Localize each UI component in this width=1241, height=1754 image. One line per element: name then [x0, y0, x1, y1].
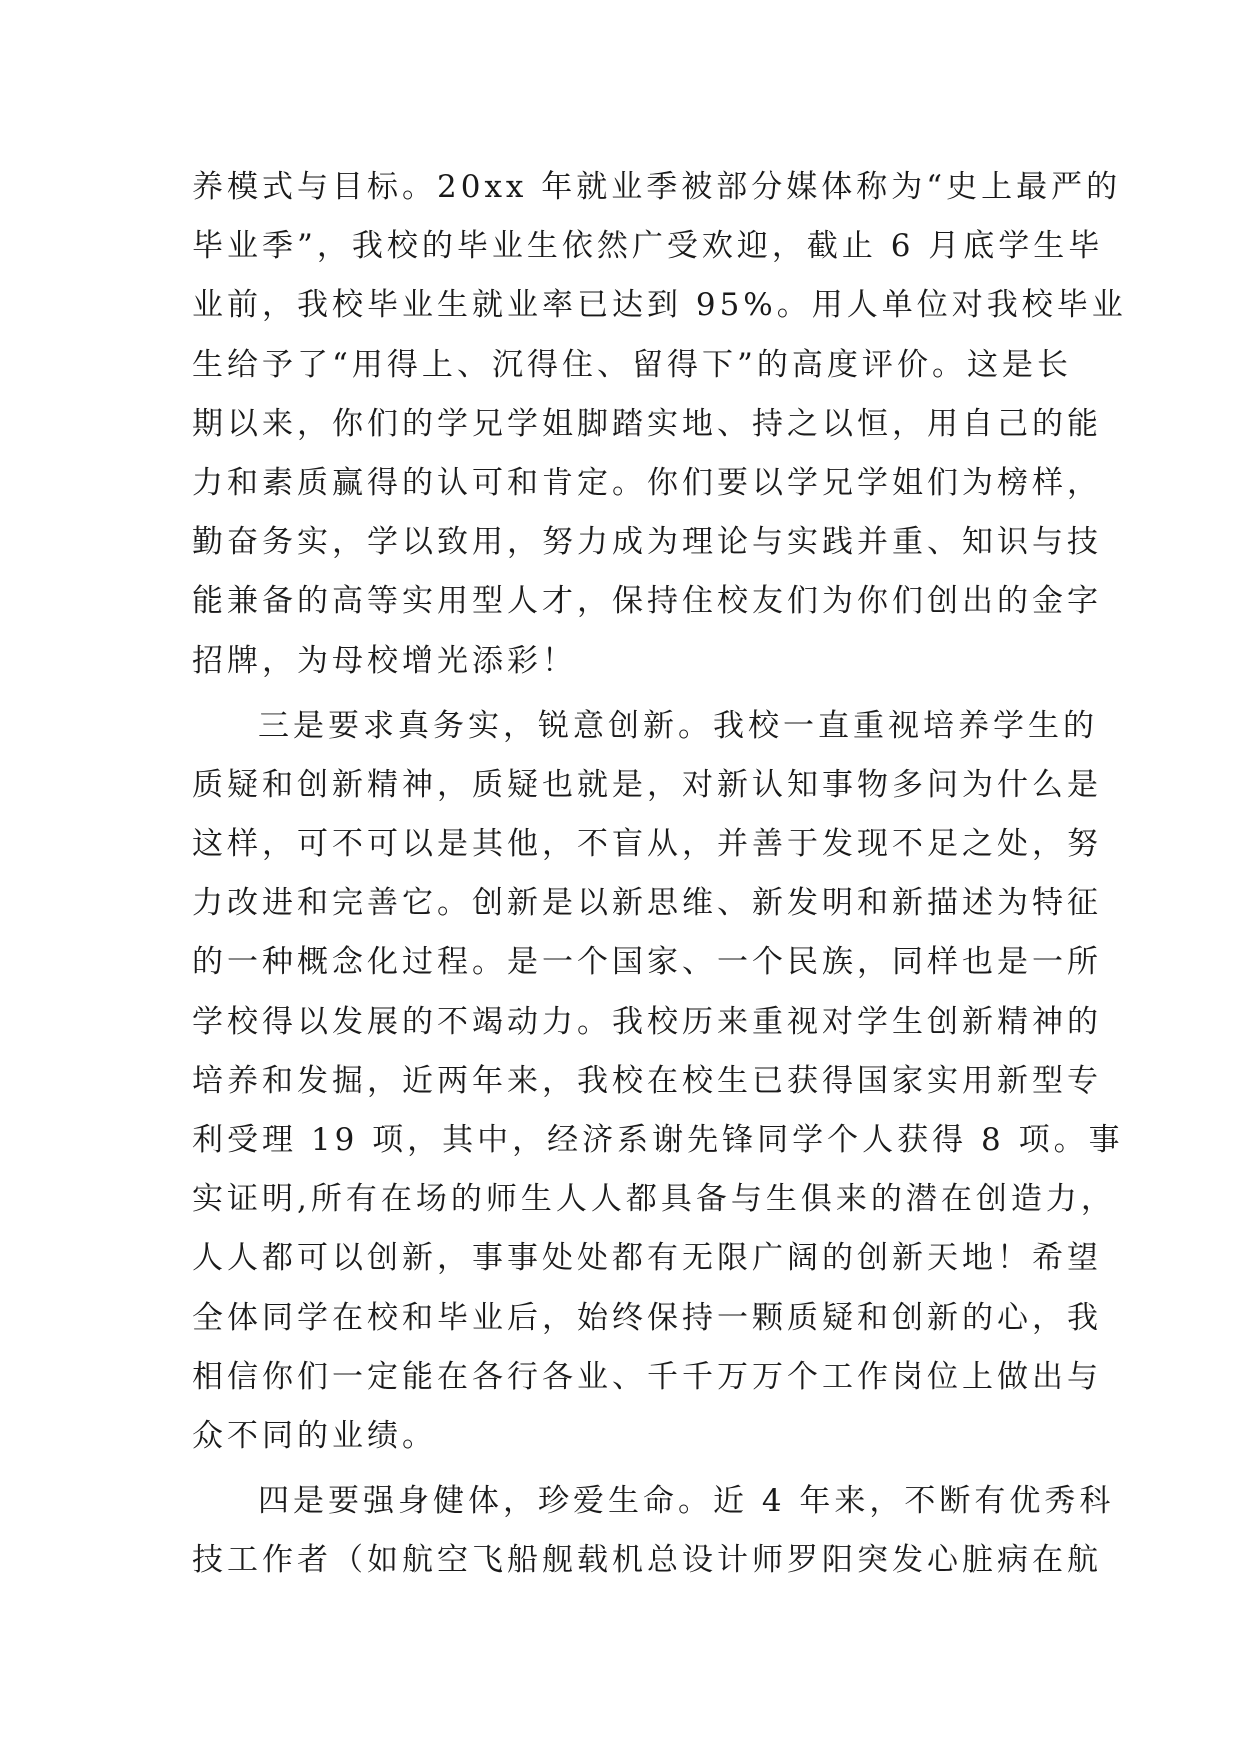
paragraph-1 [192, 158, 1127, 691]
text-line: 人人都可以创新，事事处处都有无限广阔的创新天地！希望 [192, 1240, 1102, 1277]
text-line: 利受理 19 项，其中，经济系谢先锋同学个人获得 8 项。事 [192, 1122, 1124, 1158]
paragraph-3 [192, 1472, 1115, 1590]
text-line: 质疑和创新精神，质疑也就是，对新认知事物多问为什么是 [192, 766, 1102, 803]
text-line: 勤奋务实，学以致用，努力成为理论与实践并重、知识与技 [192, 524, 1102, 561]
text-line: 技工作者（如航空飞船舰载机总设计师罗阳突发心脏病在航 [192, 1542, 1102, 1579]
text-line: 业前，我校毕业生就业率已达到 95%。用人单位对我校毕业 [192, 287, 1127, 324]
text-line: 相信你们一定能在各行各业、千千万万个工作岗位上做出与 [192, 1358, 1102, 1395]
text-line: 实证明,所有在场的师生人人都具备与生俱来的潜在创造力， [192, 1181, 1116, 1218]
body-text [192, 158, 1127, 1591]
text-line: 这样，可不可以是其他，不盲从，并善于发现不足之处，努 [192, 826, 1102, 863]
text-line: 招牌，为母校增光添彩！ [192, 642, 577, 679]
text-line: 生给予了“用得上、沉得住、留得下”的高度评价。这是长 [192, 346, 1072, 383]
text-line: 的一种概念化过程。是一个国家、一个民族，同样也是一所 [192, 944, 1102, 981]
text-line: 力改进和完善它。创新是以新思维、新发明和新描述为特征 [192, 885, 1102, 922]
text-line: 全体同学在校和毕业后，始终保持一颗质疑和创新的心，我 [192, 1299, 1102, 1336]
text-line: 培养和发掘，近两年来，我校在校生已获得国家实用新型专 [192, 1062, 1102, 1099]
text-line: 能兼备的高等实用型人才，保持住校友们为你们创出的金字 [192, 583, 1102, 620]
text-line: 三是要求真务实，锐意创新。我校一直重视培养学生的 [258, 707, 1098, 744]
text-line: 众不同的业绩。 [192, 1417, 437, 1454]
text-line: 学校得以发展的不竭动力。我校历来重视对学生创新精神的 [192, 1003, 1102, 1040]
text-line: 期以来，你们的学兄学姐脚踏实地、持之以恒，用自己的能 [192, 405, 1102, 442]
text-line: 毕业季”，我校的毕业生依然广受欢迎，截止 6 月底学生毕 [192, 228, 1104, 265]
text-line: 养模式与目标。20xx 年就业季被部分媒体称为“史上最严的 [192, 169, 1122, 205]
paragraph-2 [192, 697, 1124, 1466]
text-line: 四是要强身健体，珍爱生命。近 4 年来，不断有优秀科 [258, 1483, 1115, 1520]
text-line: 力和素质赢得的认可和肯定。你们要以学兄学姐们为榜样， [192, 464, 1102, 501]
